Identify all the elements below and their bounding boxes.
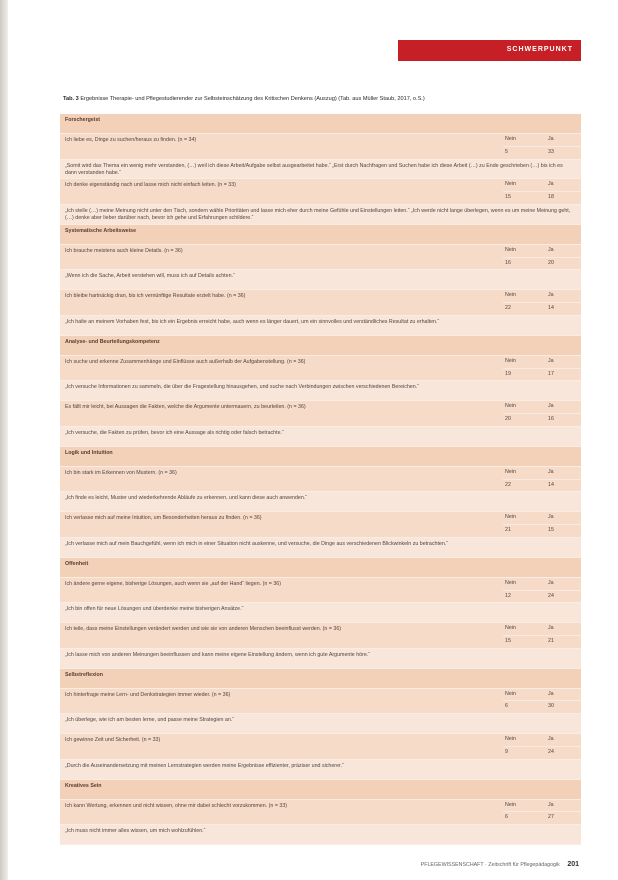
yes-label: Ja: [548, 468, 554, 475]
section-row: [60, 669, 581, 689]
item-text: Ich suche und erkenne Zusammenhänge und Einflüsse auch außerhalb der Aufgabenstellung. (n = 36): [65, 358, 306, 365]
quote-row: [60, 270, 581, 290]
yes-count: 33: [548, 148, 554, 155]
answer-cells: [503, 401, 581, 426]
answer-cells: [503, 356, 581, 381]
item-text: Ich ändere gerne eigene, bisherige Lösungen, auch wenn sie „auf der Hand“ liegen. (n = 36): [65, 580, 281, 587]
answer-cells: [503, 623, 581, 648]
yes-count: 20: [548, 259, 554, 266]
item-row: [60, 290, 581, 316]
item-row: [60, 356, 581, 382]
no-label: Nein: [505, 181, 516, 188]
answer-cells: [503, 134, 581, 159]
item-row: [60, 401, 581, 427]
table-caption: [63, 96, 583, 102]
item-row: [60, 800, 581, 826]
yes-count: 16: [548, 416, 554, 423]
yes-label: Ja: [548, 579, 554, 586]
section-row: [60, 780, 581, 800]
no-count: 22: [505, 305, 511, 312]
item-row: [60, 578, 581, 604]
quote-text: „Ich finde es leicht, Muster und wiederkehrende Abläufe zu erkennen, und kann diese auch anwenden.“: [65, 495, 308, 502]
item-text: Es fällt mir leicht, bei Aussagen die Fakten, welche die Argumente untermauern, zu beurteilen. (n = 36): [65, 404, 306, 411]
yes-label: Ja: [548, 514, 554, 521]
quote-row: [60, 825, 581, 845]
section-text: Selbstreflexion: [65, 671, 103, 678]
quote-text: „Ich bin offen für neue Lösungen und überdenke meine bisherigen Ansätze.“: [65, 606, 244, 613]
answer-line: [503, 245, 581, 257]
section-row: [60, 225, 581, 245]
yes-count: 15: [548, 527, 554, 534]
yes-label: Ja: [548, 403, 554, 410]
answer-line: [503, 734, 581, 746]
answer-line: [503, 257, 581, 270]
quote-text: „Ich muss nicht immer alles wissen, um mich wohlzufühlen.“: [65, 828, 206, 835]
yes-count: 14: [548, 481, 554, 488]
answer-line: [503, 811, 581, 824]
item-text: Ich liebe es, Dinge zu suchen/heraus zu finden. (n = 34): [65, 136, 197, 143]
no-count: 6: [505, 703, 508, 710]
yes-count: 18: [548, 194, 554, 201]
item-text: Ich verlasse mich auf meine Intuition, um Besonderheiten heraus zu finden. (n = 36): [65, 515, 262, 522]
yes-label: Ja: [548, 135, 554, 142]
quote-row: [60, 316, 581, 336]
caption-label: Tab. 3: [63, 96, 79, 102]
no-label: Nein: [505, 357, 516, 364]
quote-row: [60, 538, 581, 558]
answer-line: [503, 368, 581, 381]
answer-cells: [503, 245, 581, 270]
quote-row: [60, 714, 581, 734]
quote-text: „Somit wird das Thema ein wenig mehr verstanden, (…) weil ich diese Arbeit/Aufgabe selbst ausgearbeitet habe.“ „Erst durch Nachfragen und Suchen habe ich diese Arbeit (…) zu Ende geschrieben (…) bis ich es dann verstanden habe.“: [65, 162, 563, 176]
answer-cells: [503, 578, 581, 603]
answer-line: [503, 467, 581, 479]
no-count: 5: [505, 148, 508, 155]
no-count: 9: [505, 749, 508, 755]
item-row: [60, 689, 581, 715]
yes-count: 24: [548, 749, 554, 755]
yes-count: 24: [548, 592, 554, 599]
answer-line: [503, 479, 581, 492]
item-text: Ich teile, dass meine Einstellungen verändert werden und wie sie von anderen Menschen beeinflusst werden. (n = 36): [65, 626, 342, 633]
item-row: [60, 734, 581, 760]
caption-text: Ergebnisse Therapie- und Pflegestudierender zur Selbsteinschätzung des Kritischen Denkens (Auszug) (Tab. aus Müller Staub, 2017, o.S.): [80, 96, 425, 102]
yes-label: Ja: [548, 357, 554, 364]
section-text: Offenheit: [65, 560, 89, 567]
item-text: Ich hinterfrage meine Lern- und Denkstrategien immer wieder. (n = 36): [65, 691, 231, 698]
section-row: [60, 336, 581, 356]
quote-text: „Ich versuche, die Fakten zu prüfen, bevor ich eine Aussage als richtig oder falsch betrachte.“: [65, 429, 284, 436]
item-row: [60, 245, 581, 271]
section-text: Logik und Intuition: [65, 449, 113, 456]
no-label: Nein: [505, 690, 516, 697]
no-count: 15: [505, 194, 511, 201]
answer-line: [503, 413, 581, 426]
item-text: Ich gewinne Zeit und Sicherheit. (n = 33): [65, 737, 161, 744]
section-text: Kreatives Sein: [65, 782, 102, 789]
answer-cells: [503, 734, 581, 759]
no-label: Nein: [505, 801, 516, 808]
quote-text: „Ich versuche Informationen zu sammeln, die über die Fragestellung hinausgehen, und suche nach Verbindungen zwischen verschiedenen Bereichen.“: [65, 384, 419, 391]
no-label: Nein: [505, 514, 516, 521]
no-count: 6: [505, 814, 508, 821]
no-count: 22: [505, 481, 511, 488]
quote-row: [60, 603, 581, 623]
item-row: [60, 512, 581, 538]
answer-line: [503, 146, 581, 159]
section-header-banner: [398, 40, 581, 61]
item-row: [60, 623, 581, 649]
yes-count: 14: [548, 305, 554, 312]
quote-text: „Ich stelle (…) meine Meinung nicht unter den Tisch, sondern wähle Prioritäten und lasse mich eher durch meine Gefühle und Einstellungen leiten.“ „Ich werde nicht lange überlegen, wenn es um meine Meinung geht, (…) denke aber lieber darüber nach, bevor ich gehe und Erfahrungen schildere.“: [65, 208, 571, 222]
item-row: [60, 467, 581, 493]
yes-label: Ja: [548, 690, 554, 697]
yes-label: Ja: [548, 625, 554, 632]
section-row: [60, 114, 581, 134]
answer-line: [503, 524, 581, 537]
item-row: [60, 179, 581, 205]
page-edge: [0, 0, 8, 880]
no-label: Nein: [505, 579, 516, 586]
quote-text: „Ich lasse mich von anderen Meinungen beeinflussen und kann meine eigene Einstellung ändern, wenn ich gute Argumente höre.“: [65, 651, 371, 658]
no-label: Nein: [505, 246, 516, 253]
answer-cells: [503, 290, 581, 315]
quote-row: [60, 381, 581, 401]
results-table: [60, 114, 581, 845]
quote-row: [60, 427, 581, 447]
page-footer: [354, 861, 579, 868]
page-number: 201: [567, 861, 579, 868]
answer-line: [503, 356, 581, 368]
quote-text: „Ich überlege, wie ich am besten lerne, und passe meine Strategien an.“: [65, 717, 235, 724]
answer-line: [503, 590, 581, 603]
no-count: 20: [505, 416, 511, 423]
answer-line: [503, 401, 581, 413]
no-label: Nein: [505, 625, 516, 632]
answer-line: [503, 179, 581, 191]
quote-row: [60, 205, 581, 225]
footer-journal: PFLEGEWISSENSCHAFT · Zeitschrift für Pflegepädagogik: [420, 862, 560, 868]
item-row: [60, 134, 581, 160]
answer-line: [503, 302, 581, 315]
section-row: [60, 447, 581, 467]
no-count: 12: [505, 592, 511, 599]
no-count: 16: [505, 259, 511, 266]
yes-label: Ja: [548, 181, 554, 188]
yes-count: 27: [548, 814, 554, 821]
answer-line: [503, 290, 581, 302]
item-text: Ich denke eigenständig nach und lasse mich nicht einfach leiten. (n = 33): [65, 182, 236, 189]
answer-line: [503, 746, 581, 759]
no-label: Nein: [505, 403, 516, 410]
item-text: Ich bleibe hartnäckig dran, bis ich vernünftige Resultate erzielt habe. (n = 36): [65, 293, 246, 300]
item-text: Ich kann Wertung, erkennen und nicht wissen, ohne mir dabei schlecht vorzukommen. (n = 33): [65, 802, 288, 809]
quote-row: [60, 760, 581, 780]
section-text: Forschergeist: [65, 117, 101, 123]
section-row: [60, 558, 581, 578]
no-count: 15: [505, 638, 511, 645]
no-label: Nein: [505, 468, 516, 475]
yes-count: 21: [548, 638, 554, 645]
yes-label: Ja: [548, 736, 554, 743]
answer-cells: [503, 689, 581, 714]
section-text: Analyse- und Beurteilungskompetenz: [65, 338, 160, 345]
answer-cells: [503, 467, 581, 492]
section-label: SCHWERPUNKT: [506, 46, 573, 53]
answer-cells: [503, 800, 581, 825]
item-text: Ich bin stark im Erkennen von Mustern. (n = 36): [65, 469, 177, 476]
yes-label: Ja: [548, 246, 554, 253]
yes-count: 17: [548, 370, 554, 377]
quote-text: „Ich verlasse mich auf mein Bauchgefühl, wenn ich mich in einer Situation nicht auskenne, und versuche, die Dinge aus verschiedenen Blickwinkeln zu betrachten.“: [65, 540, 449, 547]
quote-row: [60, 649, 581, 669]
no-label: Nein: [505, 292, 516, 299]
answer-line: [503, 635, 581, 648]
answer-line: [503, 578, 581, 590]
quote-row: [60, 160, 581, 180]
yes-label: Ja: [548, 801, 554, 808]
yes-label: Ja: [548, 292, 554, 299]
answer-line: [503, 512, 581, 524]
answer-cells: [503, 512, 581, 537]
no-count: 19: [505, 370, 511, 377]
answer-line: [503, 689, 581, 701]
quote-text: „Durch die Auseinandersetzung mit meinen Lernstrategien werden meine Ergebnisse effizienter, präziser und sicherer.“: [65, 762, 344, 769]
no-label: Nein: [505, 135, 516, 142]
section-text: Systematische Arbeitsweise: [65, 227, 137, 234]
answer-line: [503, 800, 581, 812]
yes-count: 30: [548, 703, 554, 710]
answer-line: [503, 623, 581, 635]
answer-line: [503, 134, 581, 146]
answer-line: [503, 700, 581, 713]
quote-text: „Ich halte an meinem Vorhaben fest, bis ich ein Ergebnis erreicht habe, auch wenn es länger dauert, um ein sinnvolles und verständliches Resultat zu erhalten.“: [65, 318, 440, 325]
quote-row: [60, 492, 581, 512]
answer-cells: [503, 179, 581, 204]
item-text: Ich brauche meistens auch kleine Details. (n = 36): [65, 247, 183, 254]
quote-text: „Wenn ich die Sache, Arbeit verstehen will, muss ich auf Details achten.“: [65, 273, 235, 280]
no-count: 21: [505, 527, 511, 534]
answer-line: [503, 191, 581, 204]
no-label: Nein: [505, 736, 516, 743]
